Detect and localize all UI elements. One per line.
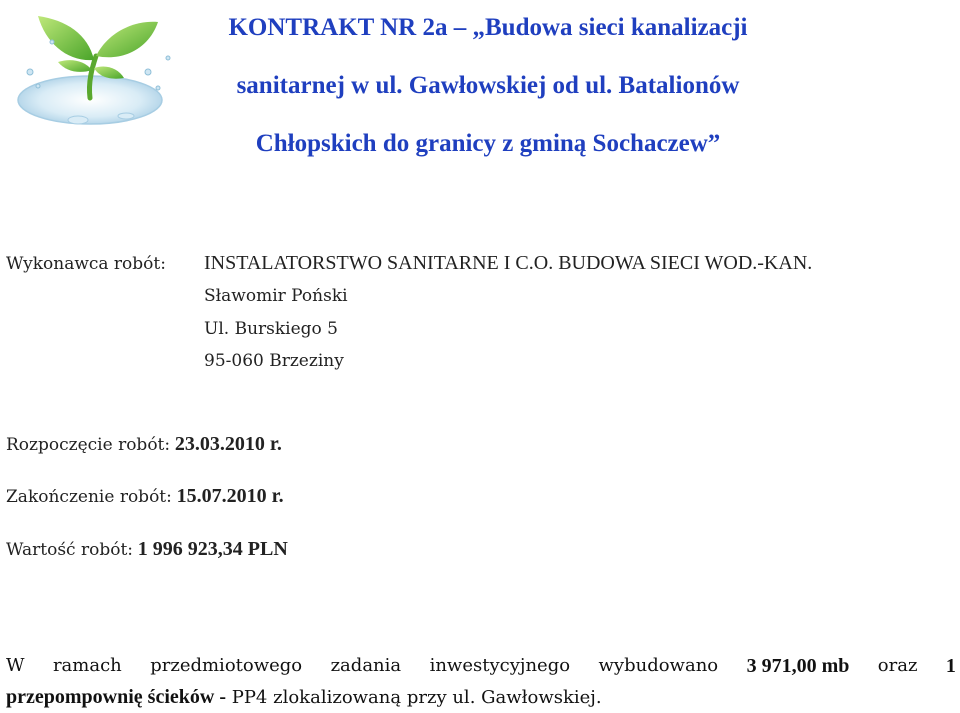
desc-word: przedmiotowego [150,655,303,676]
desc-word: inwestycyjnego [429,655,571,676]
description-line-2 [6,682,956,713]
title-line-1: KONTRAKT NR 2a – „Budowa sieci kanalizacji [228,14,748,41]
title-line-3: Chłopskich do granicy z gminą Sochaczew” [255,130,721,157]
desc-count: 1 [945,655,956,677]
contractor-label: Wykonawca robót: [6,254,166,274]
desc-word: W [6,655,25,676]
value-amount: 1 996 923,34 PLN [137,538,288,560]
desc-word: wybudowano [598,655,719,676]
start-date-row [6,432,282,457]
sprout-logo-icon [8,2,186,130]
desc-word: ramach [52,655,122,676]
contractor-city: 95-060 Brzeziny [204,351,344,371]
desc-word: zadania [330,655,402,676]
desc-pump-station: przepompownię ścieków - [6,686,226,708]
contractor-row [6,252,166,276]
end-label: Zakończenie robót: [6,487,172,507]
contractor-name: INSTALATORSTWO SANITARNE I C.O. BUDOWA SIECI WOD.-KAN. [204,252,813,274]
value-row [6,537,288,562]
description-line-1 [6,651,956,681]
start-label: Rozpoczęcie robót: [6,435,171,455]
contractor-street: Ul. Burskiego 5 [204,319,338,339]
title-line-2: sanitarnej w ul. Gawłowskiej od ul. Batalionów [236,72,740,99]
end-date-row [6,484,284,509]
desc-length: 3 971,00 mb [746,655,850,677]
value-label: Wartość robót: [6,540,134,560]
start-value: 23.03.2010 r. [174,433,282,455]
desc-conj: oraz [877,655,918,676]
contractor-person: Sławomir Poński [204,286,348,306]
desc-location: PP4 zlokalizowaną przy ul. Gawłowskiej. [225,687,602,708]
end-value: 15.07.2010 r. [176,485,284,507]
